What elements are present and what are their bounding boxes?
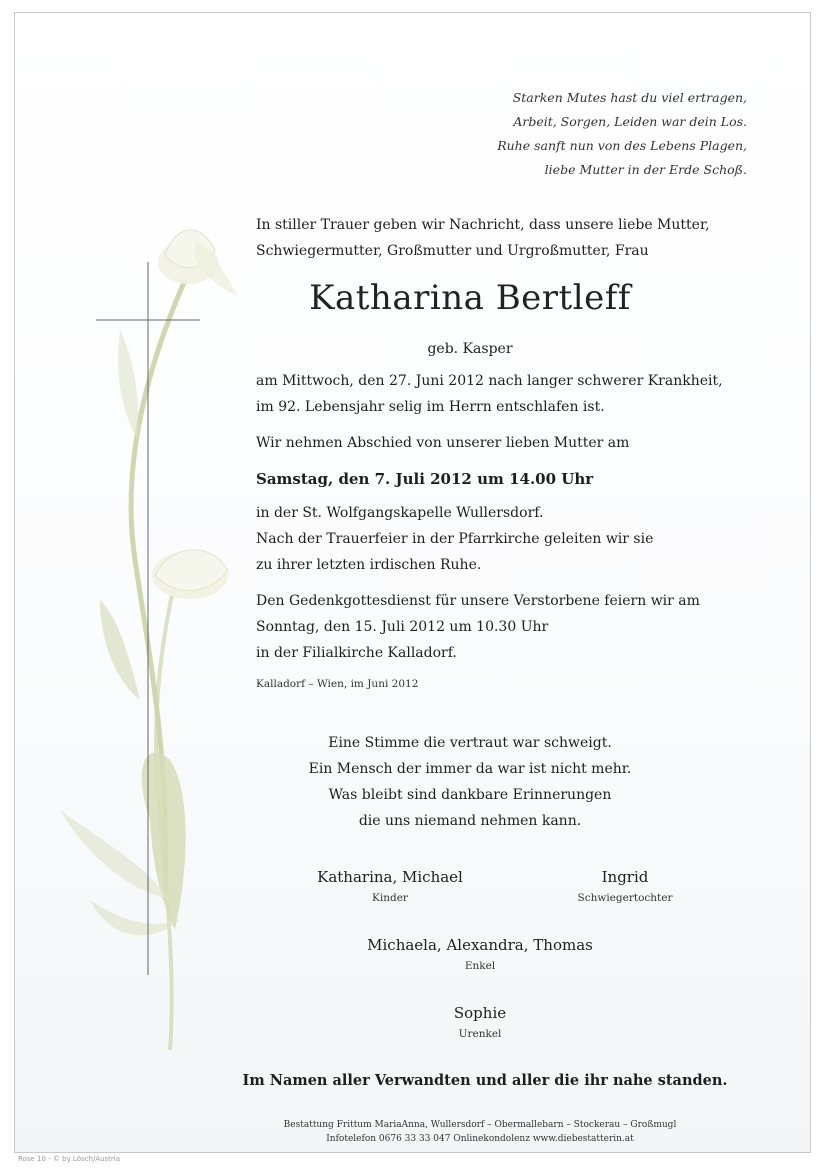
mourner-role: Kinder — [372, 892, 408, 904]
funeral-home-footer — [260, 1118, 700, 1146]
poem-line: Ein Mensch der immer da war ist nicht mehr. — [308, 761, 632, 777]
footer-line: Bestattung Frittum MariaAnna, Wullersdorf – Obermallebarn – Stockerau – Großmugl — [283, 1120, 677, 1130]
poem-line: Arbeit, Sorgen, Leiden war dein Los. — [513, 114, 747, 129]
deceased-name: Katharina Bertleff — [309, 278, 631, 318]
memorial-line: Den Gedenkgottesdienst für unsere Verstorbene feiern wir am — [256, 593, 700, 609]
detail-line: zu ihrer letzten irdischen Ruhe. — [256, 557, 482, 573]
intro-text — [256, 212, 710, 264]
image-credit: Rose 10 - © by Lösch/Austria — [18, 1155, 121, 1163]
mourner-names: Katharina, Michael — [317, 868, 463, 886]
mourner-great-grandchild — [400, 1004, 560, 1040]
place-date: Kalladorf – Wien, im Juni 2012 — [256, 678, 419, 690]
detail-line: Nach der Trauerfeier in der Pfarrkirche geleiten wir sie — [256, 531, 654, 547]
poem-line: die uns niemand nehmen kann. — [358, 813, 582, 829]
poem-line: liebe Mutter in der Erde Schoß. — [544, 162, 747, 177]
mourner-grandchildren — [340, 936, 620, 972]
intro-line: Schwiegermutter, Großmutter und Urgroßmutter, Frau — [256, 243, 649, 259]
poem-line: Eine Stimme die vertraut war schweigt. — [328, 735, 612, 751]
notice-line: im 92. Lebensjahr selig im Herrn entschlafen ist. — [256, 399, 605, 415]
mourner-children — [300, 868, 480, 904]
mourner-names: Ingrid — [601, 868, 649, 886]
closing-line: Im Namen aller Verwandten und aller die ihr nahe standen. — [242, 1072, 728, 1089]
mourner-in-law — [555, 868, 695, 904]
funeral-details — [256, 500, 653, 578]
memorial-line: Sonntag, den 15. Juli 2012 um 10.30 Uhr — [256, 619, 549, 635]
rose-cross-decoration — [0, 0, 260, 1169]
poem-line: Was bleibt sind dankbare Erinnerungen — [328, 787, 612, 803]
mourner-role: Enkel — [464, 960, 496, 972]
death-notice — [256, 368, 723, 420]
poem-line: Ruhe sanft nun von des Lebens Plagen, — [497, 138, 747, 153]
memorial-service — [256, 588, 700, 666]
footer-line: Infotelefon 0676 33 33 047 Onlinekondolenz www.diebestatterin.at — [326, 1134, 634, 1144]
funeral-date: Samstag, den 7. Juli 2012 um 14.00 Uhr — [256, 470, 594, 488]
mourner-role: Schwiegertochter — [577, 892, 673, 904]
mourner-names: Michaela, Alexandra, Thomas — [367, 936, 593, 954]
opening-poem — [497, 86, 747, 182]
farewell-intro: Wir nehmen Abschied von unserer lieben Mutter am — [256, 435, 630, 451]
notice-line: am Mittwoch, den 27. Juni 2012 nach langer schwerer Krankheit, — [256, 373, 723, 389]
memorial-line: in der Filialkirche Kalladorf. — [256, 645, 457, 661]
mourner-role: Urenkel — [458, 1028, 502, 1040]
closing-poem — [270, 730, 670, 834]
intro-line: In stiller Trauer geben wir Nachricht, dass unsere liebe Mutter, — [256, 217, 710, 233]
detail-line: in der St. Wolfgangskapelle Wullersdorf. — [256, 505, 544, 521]
poem-line: Starken Mutes hast du viel ertragen, — [512, 90, 747, 105]
mourner-names: Sophie — [453, 1004, 507, 1022]
birth-name: geb. Kasper — [427, 341, 513, 357]
